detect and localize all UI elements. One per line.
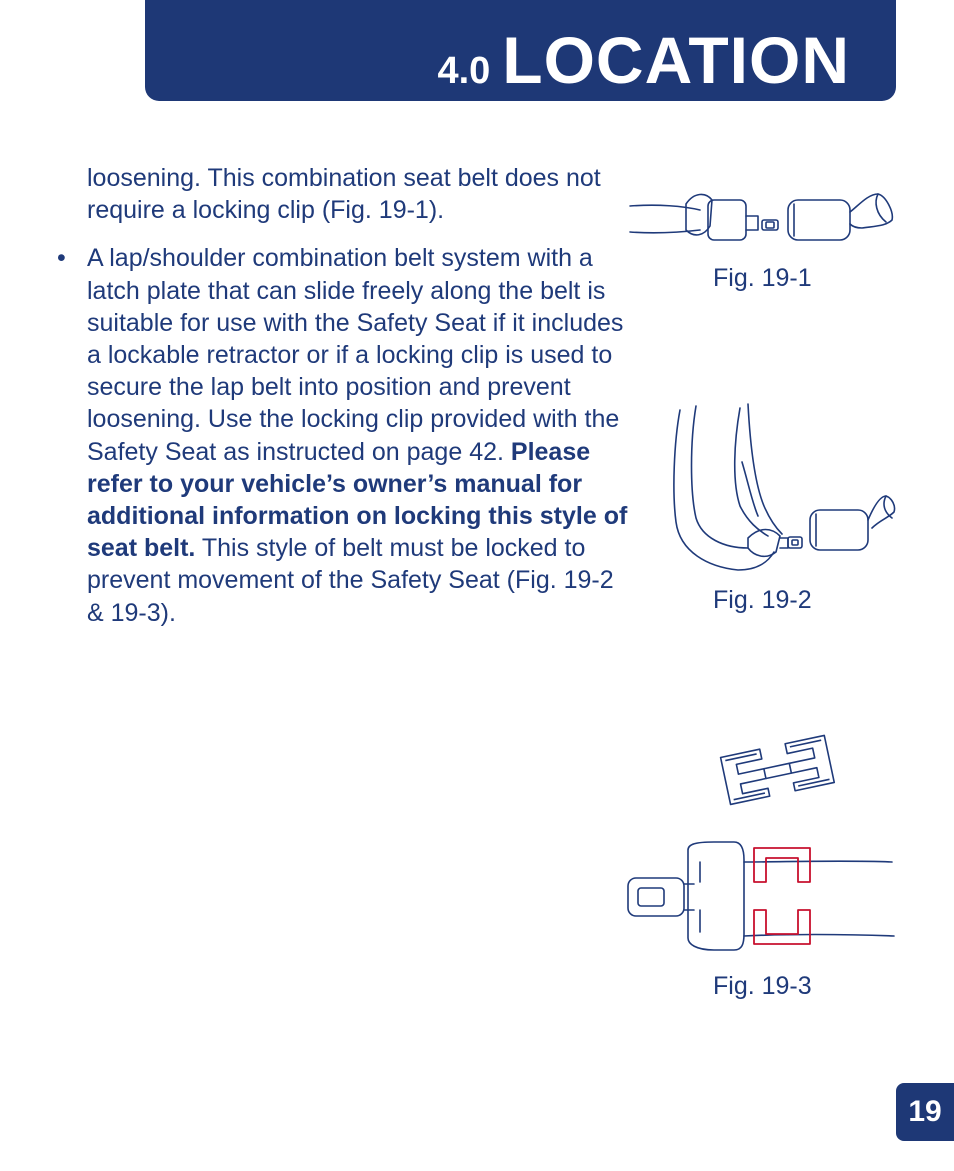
paragraph-continuation: loosening. This combination seat belt does not require a locking clip (Fig. 19-1). <box>87 164 601 225</box>
section-number: 4.0 <box>437 50 491 92</box>
bullet-text-part2: This style of belt must be locked to prevent movement of the Safety Seat (Fig. 19-2 & 19-3). <box>87 534 614 627</box>
section-header <box>145 0 896 101</box>
fig-19-3-belt-illustration <box>624 840 899 952</box>
fig-19-1-caption: Fig. 19-1 <box>713 264 812 292</box>
page-number: 19 <box>896 1083 954 1141</box>
fig-19-2-caption: Fig. 19-2 <box>713 586 812 614</box>
bullet-text-part1: A lap/shoulder combination belt system with a latch plate that can slide freely along the belt is suitable for use with the Safety Seat if it includes a lockable retractor or if a locking clip is used to secure the lap belt into position and prevent loosening. Use the locking clip provided with the Safety Seat as instructed on page 42. <box>87 244 624 466</box>
bullet-paragraph <box>57 242 632 628</box>
fig-19-3-caption: Fig. 19-3 <box>713 972 812 1000</box>
bullet-text-bold: Please refer to your vehicle’s owner’s manual for additional information on locking this style of seat belt. <box>87 437 628 563</box>
fig-19-3-clip-illustration <box>720 728 835 808</box>
body-text <box>57 162 632 629</box>
section-title <box>437 22 850 98</box>
fig-19-1-illustration <box>628 186 898 246</box>
section-title-text: LOCATION <box>502 23 850 97</box>
fig-19-2-illustration <box>668 402 898 577</box>
bullet-symbol: • <box>57 244 66 273</box>
